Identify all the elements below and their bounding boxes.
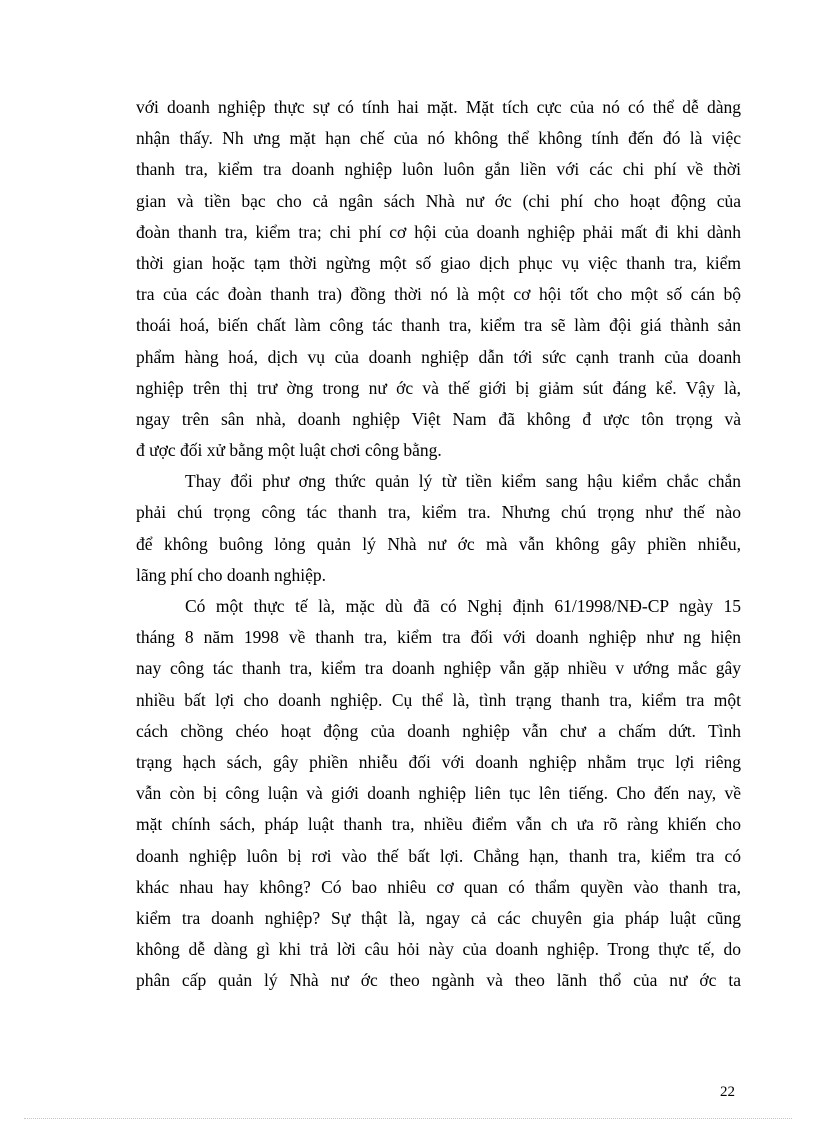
page-number: 22	[720, 1084, 735, 1100]
text-line: mặt chính sách, pháp luật thanh tra, nhiều điểm vẫn ch ưa rõ ràng khiến cho	[136, 814, 741, 835]
text-line: thanh tra, kiểm tra doanh nghiệp luôn luôn gắn liền với các chi phí về thời	[136, 159, 741, 180]
text-line: khác nhau hay không? Có bao nhiêu cơ quan có thẩm quyền vào thanh tra,	[136, 876, 741, 897]
text-line: phẩm hàng hoá, dịch vụ của doanh nghiệp dẫn tới sức cạnh tranh của doanh	[136, 346, 741, 367]
text-line: kiểm tra doanh nghiệp? Sự thật là, ngay cả các chuyên gia pháp luật cũng	[136, 907, 741, 928]
text-line: phải chú trọng công tác thanh tra, kiểm tra. Nhưng chú trọng như thế nào	[136, 502, 741, 523]
text-line: tháng 8 năm 1998 về thanh tra, kiểm tra đối với doanh nghiệp như ng hiện	[136, 627, 741, 648]
body-text	[136, 92, 741, 996]
paragraph	[136, 591, 741, 996]
text-line: doanh nghiệp luôn bị rơi vào thế bất lợi. Chẳng hạn, thanh tra, kiểm tra có	[136, 845, 741, 866]
text-line: nay công tác thanh tra, kiểm tra doanh nghiệp vẫn gặp nhiều v ướng mắc gây	[136, 658, 741, 679]
text-line: lãng phí cho doanh nghiệp.	[136, 564, 327, 585]
text-line: Thay đổi phư ơng thức quản lý từ tiền kiểm sang hậu kiểm chắc chắn	[185, 471, 741, 492]
text-line: trạng hạch sách, gây phiền nhiễu đối với doanh nghiệp nhằm trục lợi riêng	[136, 751, 741, 772]
text-line: phân cấp quản lý Nhà nư ớc theo ngành và theo lãnh thổ của nư ớc ta	[136, 970, 741, 991]
text-line: thoái hoá, biến chất làm công tác thanh tra, kiểm tra sẽ làm đội giá thành sản	[136, 315, 741, 336]
text-line: nhận thấy. Nh ưng mặt hạn chế của nó không thể không tính đến đó là việc	[136, 128, 741, 149]
text-line: với doanh nghiệp thực sự có tính hai mặt. Mặt tích cực của nó có thể dễ dàng	[136, 97, 741, 117]
text-line: cách chồng chéo hoạt động của doanh nghiệp vẫn chư a chấm dứt. Tình	[136, 720, 741, 741]
text-line: nhiều bất lợi cho doanh nghiệp. Cụ thể là, tình trạng thanh tra, kiểm tra một	[136, 689, 741, 710]
text-line: không dễ dàng gì khi trả lời câu hỏi này của doanh nghiệp. Trong thực tế, do	[136, 939, 741, 960]
text-line: vẫn còn bị công luận và giới doanh nghiệp liên tục lên tiếng. Cho đến nay, về	[136, 783, 741, 804]
text-line: tra của các đoàn thanh tra) đồng thời nó là một cơ hội tốt cho một số cán bộ	[136, 284, 741, 305]
text-line: Có một thực tế là, mặc dù đã có Nghị định 61/1998/NĐ-CP ngày 15	[185, 596, 741, 616]
text-line: nghiệp trên thị trư ờng trong nư ớc và thế giới bị giảm sút đáng kể. Vậy là,	[136, 377, 741, 398]
text-line: đoàn thanh tra, kiểm tra; chi phí cơ hội của doanh nghiệp phải mất đi khi dành	[136, 221, 741, 242]
paragraph	[136, 92, 741, 466]
text-line: để không buông lỏng quản lý Nhà nư ớc mà vẫn không gây phiền nhiễu,	[136, 533, 741, 554]
text-line: gian và tiền bạc cho cả ngân sách Nhà nư ớc (chi phí cho hoạt động của	[136, 190, 741, 211]
text-line: đ ược đối xử bằng một luật chơi công bằng.	[136, 440, 442, 461]
page-bottom-divider	[24, 1118, 792, 1119]
text-line: thời gian hoặc tạm thời ngừng một số giao dịch phục vụ việc thanh tra, kiểm	[136, 252, 741, 273]
text-line: ngay trên sân nhà, doanh nghiệp Việt Nam đã không đ ược tôn trọng và	[136, 408, 741, 429]
paragraph	[136, 466, 741, 591]
